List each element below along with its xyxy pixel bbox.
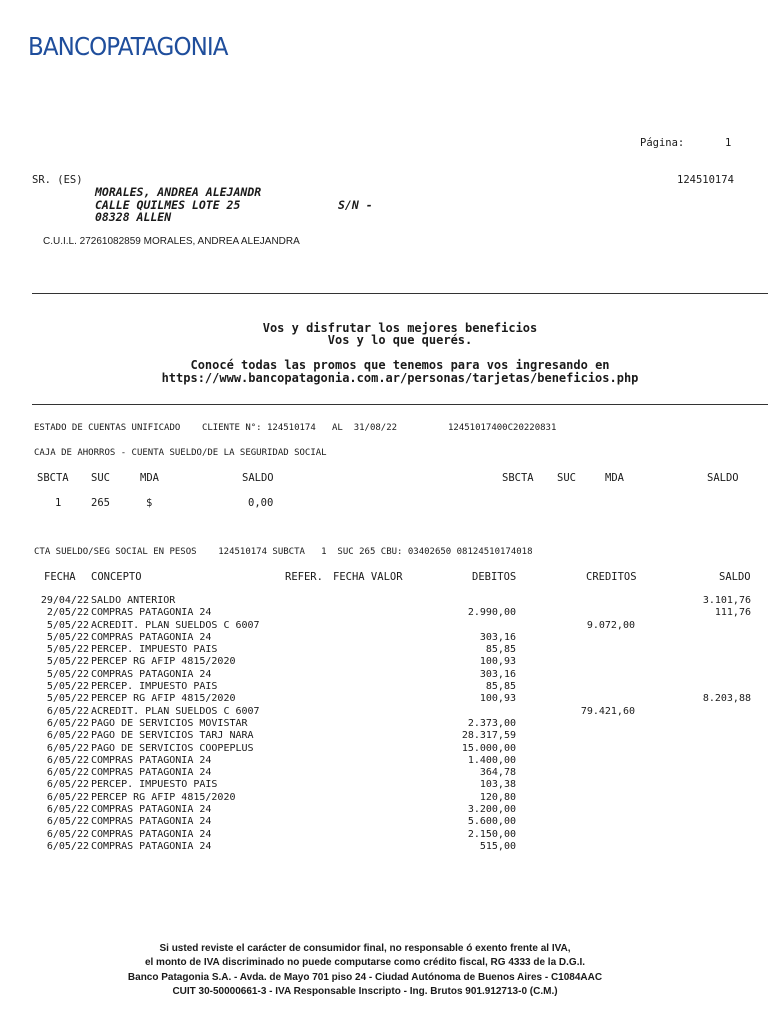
tx-date: 6/05/22 bbox=[46, 840, 89, 852]
tx-concept: COMPRAS PATAGONIA 24 bbox=[91, 754, 212, 766]
tx-header-fecha: FECHA bbox=[44, 571, 76, 583]
footer-line-4: CUIT 30-50000661-3 - IVA Responsable Inscripto - Ing. Brutos 901.912713-0 (C.M.) bbox=[172, 986, 558, 997]
summary-sbcta: 1 bbox=[55, 497, 62, 509]
tx-debit: 515,00 bbox=[479, 840, 516, 852]
tx-date: 6/05/22 bbox=[46, 717, 89, 729]
tx-concept: COMPRAS PATAGONIA 24 bbox=[91, 631, 212, 643]
table-row bbox=[0, 693, 768, 705]
summary-saldo: 0,00 bbox=[248, 497, 274, 509]
table-row bbox=[0, 779, 768, 791]
page-number: 1 bbox=[725, 137, 732, 149]
tx-debit: 103,38 bbox=[479, 779, 516, 791]
tx-concept: COMPRAS PATAGONIA 24 bbox=[91, 607, 212, 619]
tx-debit: 85,85 bbox=[485, 681, 516, 693]
account-line: CTA SUELDO/SEG SOCIAL EN PESOS 124510174 SUBCTA 1 SUC 265 CBU: 03402650 08124510174018 bbox=[34, 547, 533, 557]
tx-credit: 9.072,00 bbox=[586, 619, 635, 631]
tx-concept: PERCEP RG AFIP 4815/2020 bbox=[91, 693, 236, 705]
tx-debit: 15.000,00 bbox=[461, 742, 516, 754]
tx-concept: COMPRAS PATAGONIA 24 bbox=[91, 767, 212, 779]
tx-header-creditos: CREDITOS bbox=[586, 571, 637, 583]
client-code: 124510174 bbox=[677, 174, 734, 186]
tx-debit: 2.990,00 bbox=[467, 607, 516, 619]
tx-date: 5/05/22 bbox=[46, 668, 89, 680]
table-row bbox=[0, 755, 768, 767]
tx-concept: PAGO DE SERVICIOS TARJ NARA bbox=[91, 730, 254, 742]
table-row bbox=[0, 792, 768, 804]
tx-date: 5/05/22 bbox=[46, 656, 89, 668]
recipient-street-number: S/N - bbox=[338, 198, 373, 212]
tx-concept: PERCEP RG AFIP 4815/2020 bbox=[91, 791, 236, 803]
tx-date: 6/05/22 bbox=[46, 767, 89, 779]
tx-date: 5/05/22 bbox=[46, 681, 89, 693]
divider-middle bbox=[32, 404, 768, 405]
tx-date: 29/04/22 bbox=[40, 595, 89, 606]
footer-line-2: el monto de IVA discriminado no puede computarse como crédito fiscal, RG 4333 de la D.G.I. bbox=[144, 957, 586, 968]
transactions-list bbox=[0, 595, 768, 853]
summary-header-mda: MDA bbox=[140, 472, 159, 484]
tx-debit: 2.373,00 bbox=[467, 717, 516, 729]
summary-mda: $ bbox=[146, 497, 153, 509]
footer-line-1: Si usted reviste el carácter de consumidor final, no responsable ó exento frente al IVA, bbox=[159, 943, 571, 954]
tx-date: 5/05/22 bbox=[46, 644, 89, 656]
tx-date: 6/05/22 bbox=[46, 705, 89, 717]
account-type: CAJA DE AHORROS - CUENTA SUELDO/DE LA SEGURIDAD SOCIAL bbox=[34, 448, 327, 458]
tx-debit: 100,93 bbox=[479, 693, 516, 705]
tx-header-refer: REFER. bbox=[285, 571, 323, 583]
tx-debit: 5.600,00 bbox=[467, 816, 516, 828]
table-row bbox=[0, 620, 768, 632]
tx-date: 5/05/22 bbox=[46, 631, 89, 643]
tx-date: 6/05/22 bbox=[46, 816, 89, 828]
table-row bbox=[0, 706, 768, 718]
table-row bbox=[0, 730, 768, 742]
tx-concept: COMPRAS PATAGONIA 24 bbox=[91, 840, 212, 852]
tx-date: 6/05/22 bbox=[46, 730, 89, 742]
table-row bbox=[0, 841, 768, 853]
tx-date: 2/05/22 bbox=[46, 607, 89, 619]
summary-header-suc-2: SUC bbox=[557, 472, 576, 484]
table-row bbox=[0, 644, 768, 656]
promo-url: https://www.bancopatagonia.com.ar/personas/tarjetas/beneficios.php bbox=[161, 371, 639, 385]
promo-line-2: Vos y lo que querés. bbox=[327, 333, 473, 347]
table-row bbox=[0, 681, 768, 693]
table-row bbox=[0, 804, 768, 816]
tx-date: 6/05/22 bbox=[46, 742, 89, 754]
table-row bbox=[0, 718, 768, 730]
bank-logo: BANCOPATAGONIA bbox=[28, 32, 228, 61]
tx-concept: ACREDIT. PLAN SUELDOS C 6007 bbox=[91, 705, 260, 717]
tx-balance: 3.101,76 bbox=[702, 595, 751, 606]
tx-concept: PERCEP. IMPUESTO PAIS bbox=[91, 681, 218, 693]
tx-debit: 120,80 bbox=[479, 791, 516, 803]
table-row bbox=[0, 767, 768, 779]
recipient-street: CALLE QUILMES LOTE 25 bbox=[95, 198, 241, 212]
tx-concept: COMPRAS PATAGONIA 24 bbox=[91, 828, 212, 840]
tx-concept: SALDO ANTERIOR bbox=[91, 595, 176, 606]
summary-suc: 265 bbox=[91, 497, 110, 509]
tx-credit: 79.421,60 bbox=[580, 705, 635, 717]
tx-debit: 28.317,59 bbox=[461, 730, 516, 742]
tx-debit: 3.200,00 bbox=[467, 804, 516, 816]
tx-header-saldo: SALDO bbox=[719, 571, 751, 583]
tx-date: 6/05/22 bbox=[46, 779, 89, 791]
footer-line-3: Banco Patagonia S.A. - Avda. de Mayo 701 piso 24 - Ciudad Autónoma de Buenos Aires - C1084AAC bbox=[127, 972, 603, 983]
tx-date: 6/05/22 bbox=[46, 791, 89, 803]
table-row bbox=[0, 632, 768, 644]
tx-concept: PERCEP RG AFIP 4815/2020 bbox=[91, 656, 236, 668]
tx-concept: PERCEP. IMPUESTO PAIS bbox=[91, 644, 218, 656]
tx-concept: PAGO DE SERVICIOS MOVISTAR bbox=[91, 717, 248, 729]
table-row bbox=[0, 607, 768, 619]
tx-debit: 303,16 bbox=[479, 631, 516, 643]
tx-header-fecha-valor: FECHA VALOR bbox=[333, 571, 403, 583]
table-row bbox=[0, 595, 768, 607]
summary-header-suc: SUC bbox=[91, 472, 110, 484]
summary-header-sbcta-2: SBCTA bbox=[502, 472, 534, 484]
tx-date: 6/05/22 bbox=[46, 804, 89, 816]
tx-debit: 100,93 bbox=[479, 656, 516, 668]
tx-debit: 2.150,00 bbox=[467, 828, 516, 840]
recipient-name: MORALES, ANDREA ALEJANDR bbox=[95, 185, 262, 199]
table-row bbox=[0, 669, 768, 681]
cuil-line: C.U.I.L. 27261082859 MORALES, ANDREA ALEJANDRA bbox=[43, 236, 300, 247]
table-row bbox=[0, 816, 768, 828]
table-row bbox=[0, 656, 768, 668]
page-label: Página: bbox=[640, 137, 685, 149]
tx-debit: 303,16 bbox=[479, 668, 516, 680]
tx-concept: COMPRAS PATAGONIA 24 bbox=[91, 668, 212, 680]
tx-date: 6/05/22 bbox=[46, 828, 89, 840]
tx-concept: PERCEP. IMPUESTO PAIS bbox=[91, 779, 218, 791]
tx-debit: 85,85 bbox=[485, 644, 516, 656]
tx-date: 5/05/22 bbox=[46, 693, 89, 705]
tx-debit: 364,78 bbox=[479, 767, 516, 779]
tx-date: 6/05/22 bbox=[46, 754, 89, 766]
divider-top bbox=[32, 293, 768, 294]
statement-code: 12451017400C20220831 bbox=[448, 423, 557, 433]
tx-date: 5/05/22 bbox=[46, 619, 89, 631]
tx-concept: COMPRAS PATAGONIA 24 bbox=[91, 804, 212, 816]
tx-concept: ACREDIT. PLAN SUELDOS C 6007 bbox=[91, 619, 260, 631]
recipient-city: 08328 ALLEN bbox=[95, 210, 172, 224]
promo-line-1: Vos y disfrutar los mejores beneficios bbox=[262, 321, 538, 335]
tx-header-debitos: DEBITOS bbox=[472, 571, 517, 583]
tx-concept: PAGO DE SERVICIOS COOPEPLUS bbox=[91, 742, 254, 754]
tx-balance: 8.203,88 bbox=[702, 693, 751, 705]
salutation: SR. (ES) bbox=[32, 174, 83, 186]
table-row bbox=[0, 829, 768, 841]
tx-concept: COMPRAS PATAGONIA 24 bbox=[91, 816, 212, 828]
table-row bbox=[0, 743, 768, 755]
summary-header-saldo: SALDO bbox=[242, 472, 274, 484]
summary-header-mda-2: MDA bbox=[605, 472, 624, 484]
statement-summary: ESTADO DE CUENTAS UNIFICADO CLIENTE N°: 124510174 AL 31/08/22 bbox=[34, 423, 398, 433]
summary-header-sbcta: SBCTA bbox=[37, 472, 69, 484]
tx-balance: 111,76 bbox=[714, 607, 751, 619]
promo-line-3: Conocé todas las promos que tenemos para vos ingresando en bbox=[190, 358, 610, 372]
summary-header-saldo-2: SALDO bbox=[707, 472, 739, 484]
tx-debit: 1.400,00 bbox=[467, 754, 516, 766]
tx-header-concepto: CONCEPTO bbox=[91, 571, 142, 583]
